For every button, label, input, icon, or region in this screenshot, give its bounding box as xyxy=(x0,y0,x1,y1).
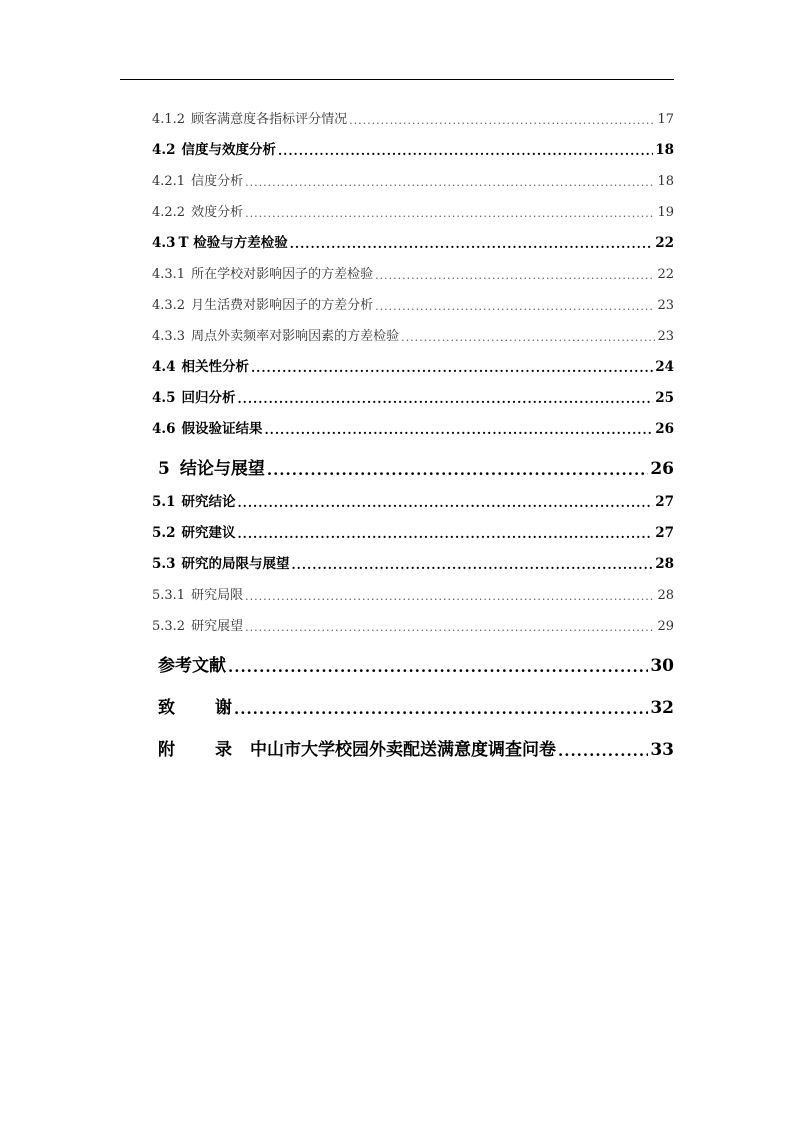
toc-number: 5.1 xyxy=(152,494,176,510)
toc-title: 顾客满意度各指标评分情况 xyxy=(191,112,348,127)
toc-entry-acknowledgements[interactable] xyxy=(158,676,674,718)
toc-title-part-b: 录 xyxy=(215,740,232,760)
dot-leader xyxy=(278,144,653,158)
toc-page: 25 xyxy=(655,390,674,406)
toc-number: 5.2 xyxy=(152,525,176,541)
toc-entry-5-3[interactable] xyxy=(152,541,674,572)
dot-leader xyxy=(234,700,648,718)
dot-leader xyxy=(228,658,648,676)
toc-number: 4.2 xyxy=(152,142,176,158)
toc-entry-4-1-2[interactable] xyxy=(152,96,674,127)
toc-entry-appendix[interactable] xyxy=(158,718,674,760)
toc-page: 27 xyxy=(655,494,674,510)
toc-number: 5 xyxy=(158,459,170,479)
toc-title: 研究建议 xyxy=(181,525,236,541)
toc-entry-5-3-1[interactable] xyxy=(152,572,674,603)
toc-number: 4.4 xyxy=(152,359,176,375)
dot-leader xyxy=(245,621,655,634)
toc-title: 周点外卖频率对影响因素的方差检验 xyxy=(191,329,400,344)
toc-title: 假设验证结果 xyxy=(181,421,263,437)
toc-title: 回归分析 xyxy=(181,390,236,406)
toc-number: 4.3 xyxy=(152,235,176,251)
toc-page: 32 xyxy=(650,698,674,718)
toc-entry-5-1[interactable] xyxy=(152,479,674,510)
toc-entry-4-3-3[interactable] xyxy=(152,313,674,344)
dot-leader xyxy=(401,331,655,344)
dot-leader xyxy=(375,300,655,313)
toc-number: 4.5 xyxy=(152,390,176,406)
dot-leader xyxy=(238,392,654,406)
toc-entry-4-2[interactable] xyxy=(152,127,674,158)
toc-page: 23 xyxy=(657,329,674,344)
toc-title: 信度与效度分析 xyxy=(181,142,276,158)
toc-entry-5-2[interactable] xyxy=(152,510,674,541)
toc-title: 相关性分析 xyxy=(181,359,249,375)
table-of-contents xyxy=(152,96,674,760)
toc-entry-4-5[interactable] xyxy=(152,375,674,406)
toc-title-part-b: 谢 xyxy=(215,698,232,718)
toc-number: 4.3.1 xyxy=(152,267,186,282)
header-rule xyxy=(120,79,674,80)
toc-entry-references[interactable] xyxy=(158,634,674,676)
dot-leader xyxy=(238,496,654,510)
toc-title: 结论与展望 xyxy=(179,459,265,479)
toc-title: 研究结论 xyxy=(181,494,236,510)
toc-title: T 检验与方差检验 xyxy=(178,235,288,251)
toc-page: 22 xyxy=(657,267,674,282)
toc-title: 效度分析 xyxy=(191,205,244,220)
toc-number: 4.2.2 xyxy=(152,205,186,220)
toc-entry-5[interactable] xyxy=(158,437,674,479)
dot-leader xyxy=(245,207,655,220)
toc-number: 4.6 xyxy=(152,421,176,437)
toc-title-part-a: 致 xyxy=(158,698,175,718)
toc-entry-4-3-2[interactable] xyxy=(152,282,674,313)
toc-title: 研究展望 xyxy=(191,619,244,634)
toc-page: 18 xyxy=(655,142,674,158)
dot-leader xyxy=(267,461,648,479)
toc-page: 24 xyxy=(655,359,674,375)
dot-leader xyxy=(290,237,653,251)
toc-page: 18 xyxy=(657,174,674,189)
toc-page: 22 xyxy=(655,235,674,251)
dot-leader xyxy=(265,423,654,437)
dot-leader xyxy=(558,742,648,760)
toc-entry-4-4[interactable] xyxy=(152,344,674,375)
toc-entry-4-2-1[interactable] xyxy=(152,158,674,189)
toc-number: 5.3.1 xyxy=(152,588,186,603)
toc-number: 4.1.2 xyxy=(152,112,186,127)
dot-leader xyxy=(292,558,654,572)
toc-page: 28 xyxy=(655,556,674,572)
toc-page: 33 xyxy=(650,740,674,760)
toc-entry-4-3-1[interactable] xyxy=(152,251,674,282)
toc-title: 信度分析 xyxy=(191,174,244,189)
toc-title: 参考文献 xyxy=(158,656,226,676)
dot-leader xyxy=(375,269,655,282)
dot-leader xyxy=(251,361,653,375)
toc-number: 4.3.2 xyxy=(152,298,186,313)
dot-leader xyxy=(349,114,655,127)
toc-number: 4.3.3 xyxy=(152,329,186,344)
toc-number: 5.3 xyxy=(152,556,176,572)
toc-entry-4-6[interactable] xyxy=(152,406,674,437)
toc-page: 23 xyxy=(657,298,674,313)
dot-leader xyxy=(245,176,655,189)
toc-page: 30 xyxy=(650,656,674,676)
toc-page: 19 xyxy=(657,205,674,220)
toc-page: 29 xyxy=(657,619,674,634)
toc-page: 27 xyxy=(655,525,674,541)
toc-title: 所在学校对影响因子的方差检验 xyxy=(191,267,374,282)
toc-number: 4.2.1 xyxy=(152,174,186,189)
toc-entry-4-3[interactable] xyxy=(152,220,674,251)
toc-page: 26 xyxy=(655,421,674,437)
toc-title-part-c: 中山市大学校园外卖配送满意度调查问卷 xyxy=(250,740,556,760)
dot-leader xyxy=(238,527,654,541)
toc-title: 月生活费对影响因子的方差分析 xyxy=(191,298,374,313)
toc-number: 5.3.2 xyxy=(152,619,186,634)
toc-page: 28 xyxy=(657,588,674,603)
dot-leader xyxy=(245,590,655,603)
toc-page: 26 xyxy=(650,459,674,479)
toc-title-part-a: 附 xyxy=(158,740,175,760)
toc-entry-4-2-2[interactable] xyxy=(152,189,674,220)
toc-page: 17 xyxy=(657,112,674,127)
toc-title: 研究的局限与展望 xyxy=(181,556,290,572)
toc-entry-5-3-2[interactable] xyxy=(152,603,674,634)
toc-title: 研究局限 xyxy=(191,588,244,603)
